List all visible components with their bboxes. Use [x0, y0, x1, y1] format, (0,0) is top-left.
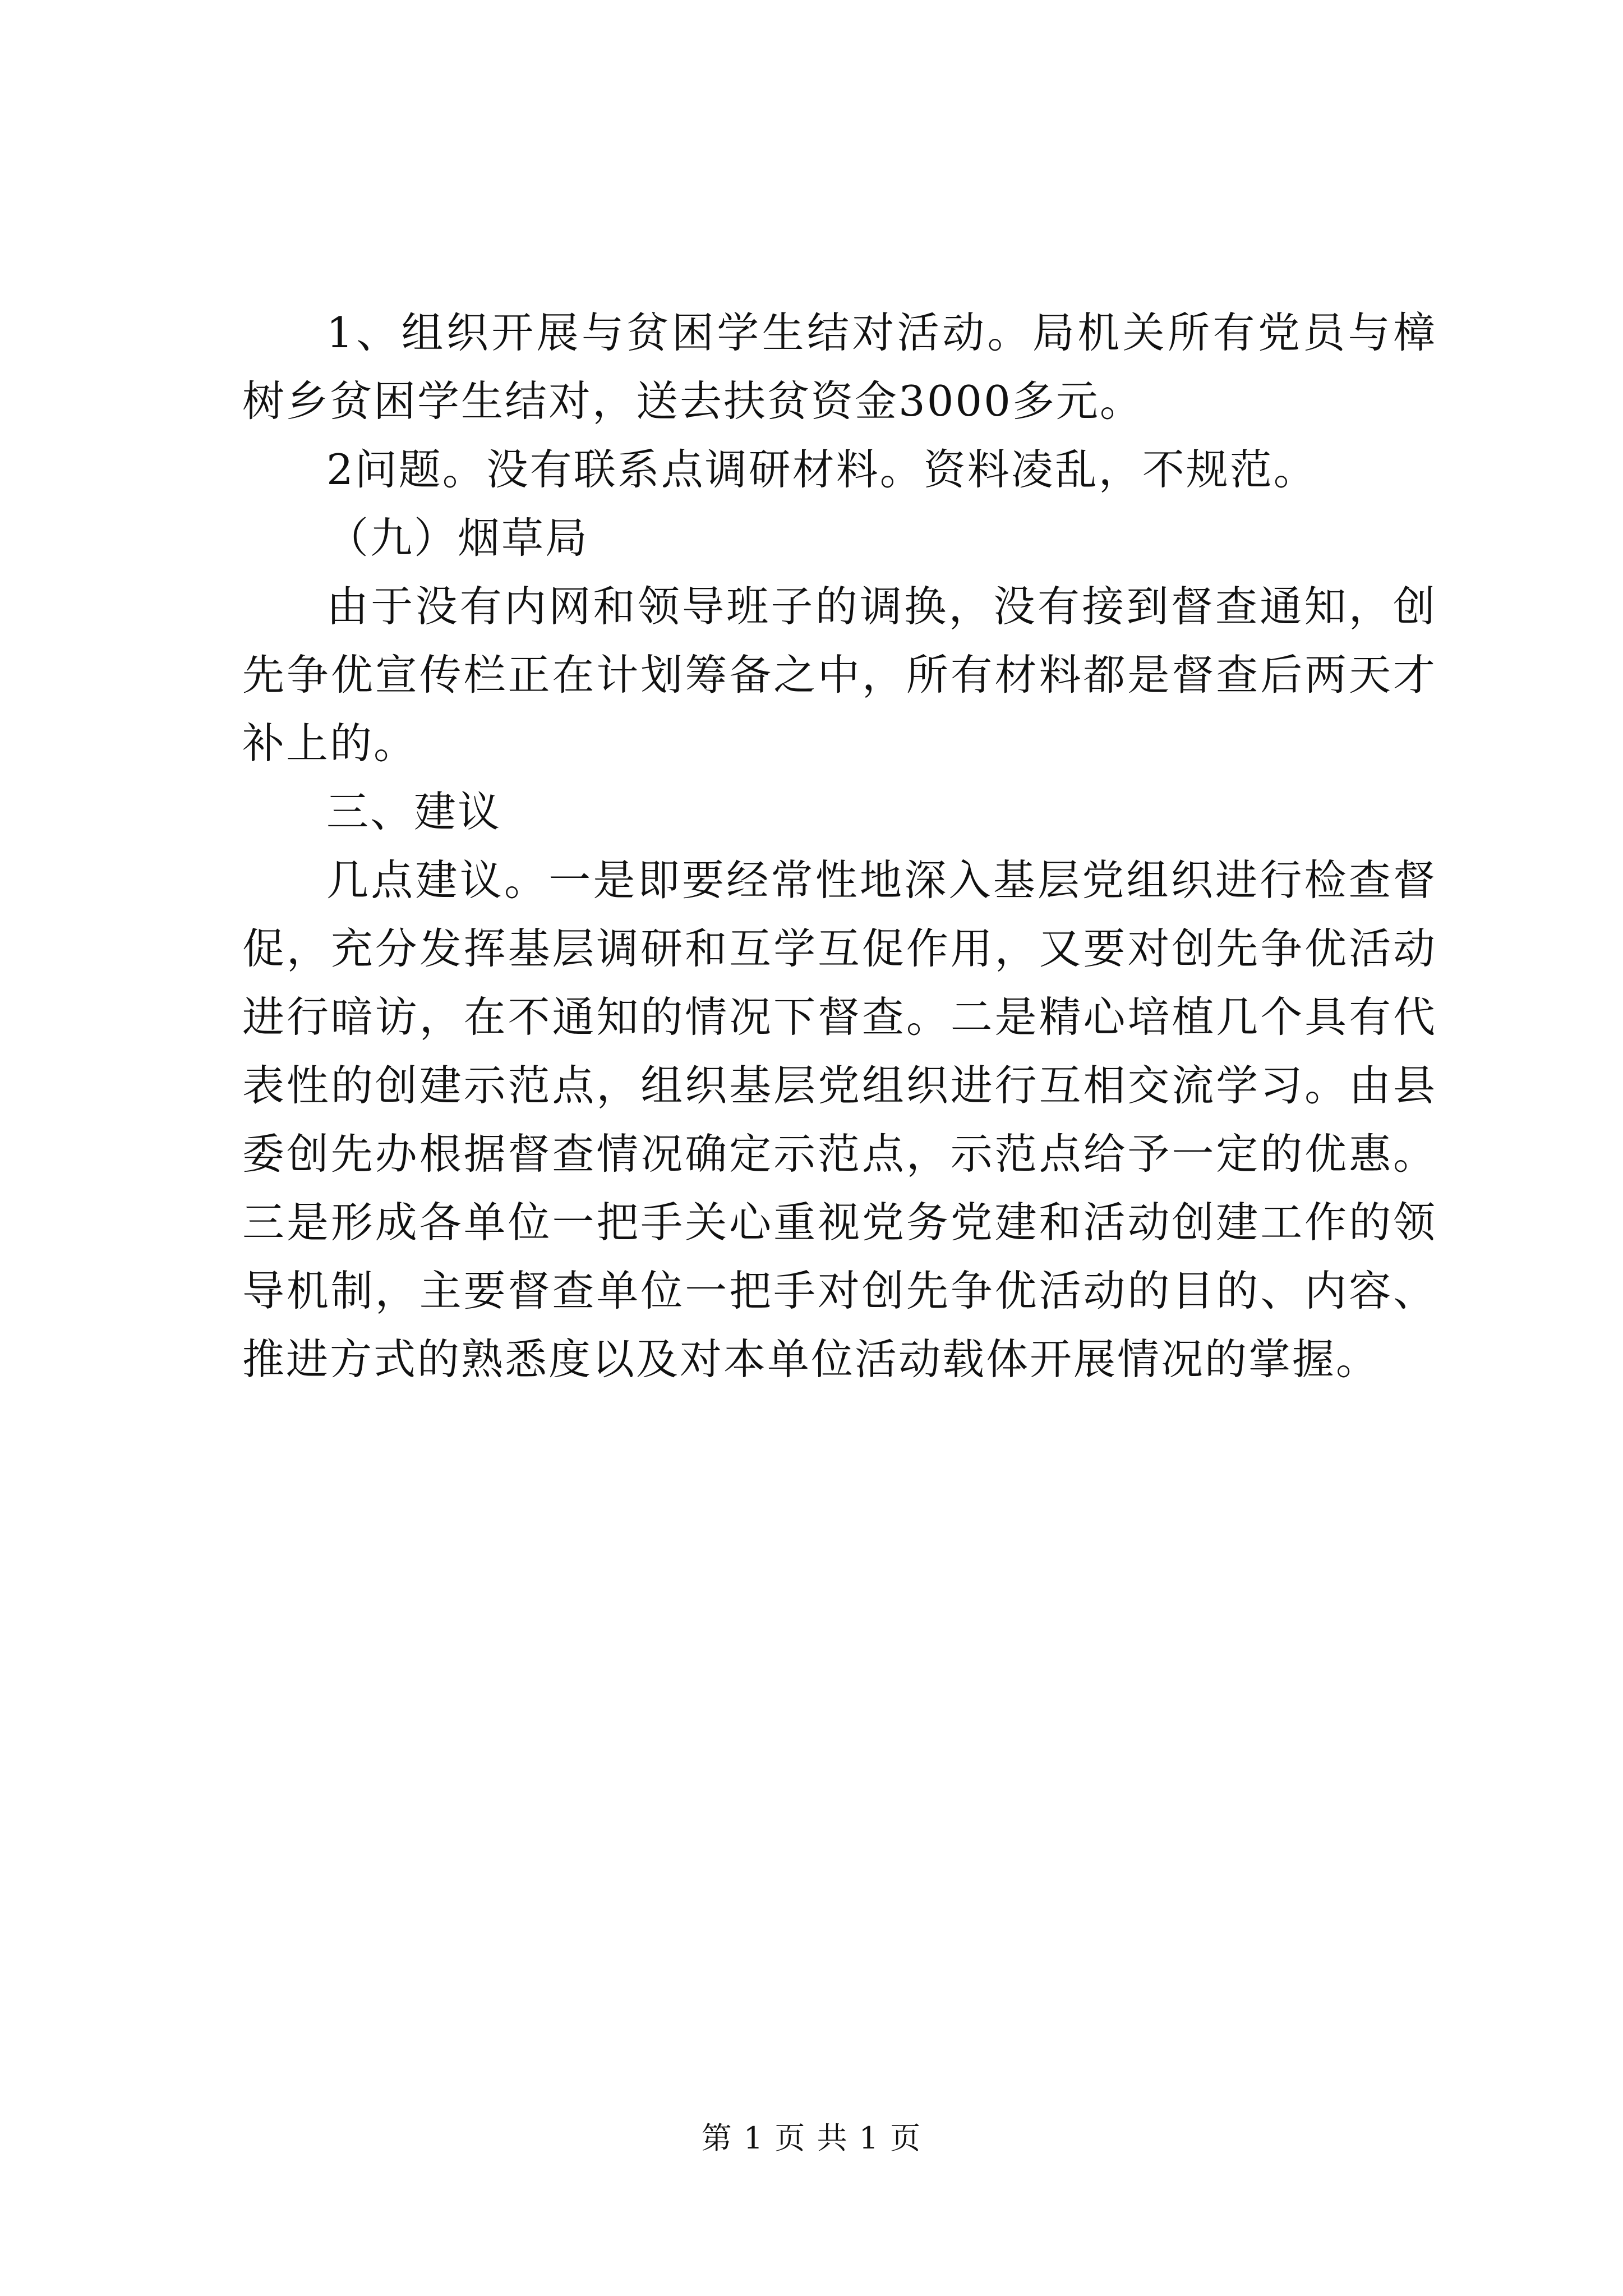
- section-heading-suggestions: 三、建议: [326, 787, 502, 836]
- paragraph-1: 1、组织开展与贫困学生结对活动。局机关所有党员与樟树乡贫困学生结对，送去扶贫资金3000多元。: [242, 308, 1437, 426]
- paragraph-4: 几点建议。一是即要经常性地深入基层党组织进行检查督促，充分发挥基层调研和互学互促作用，又要对创先争优活动进行暗访，在不通知的情况下督查。二是精心培植几个具有代表性的创建示范点，组织基层党组织进行互相交流学习。由县委创先办根据督查情况确定示范点，示范点给予一定的优惠。三是形成各单位一把手关心重视党务党建和活动创建工作的领导机制，主要督查单位一把手对创先争优活动的目的、内容、推进方式的熟悉度以及对本单位活动载体开展情况的掌握。: [242, 855, 1437, 1384]
- document-body: [242, 298, 1437, 1393]
- section-heading-tobacco-bureau: （九）烟草局: [326, 513, 589, 563]
- paragraph-3: 由于没有内网和领导班子的调换，没有接到督查通知，创先争优宣传栏正在计划筹备之中，所有材料都是督查后两天才补上的。: [242, 582, 1437, 768]
- paragraph-2: 2问题。没有联系点调研材料。资料凌乱，不规范。: [326, 445, 1317, 494]
- page-footer: 第 1 页 共 1 页: [701, 2120, 922, 2156]
